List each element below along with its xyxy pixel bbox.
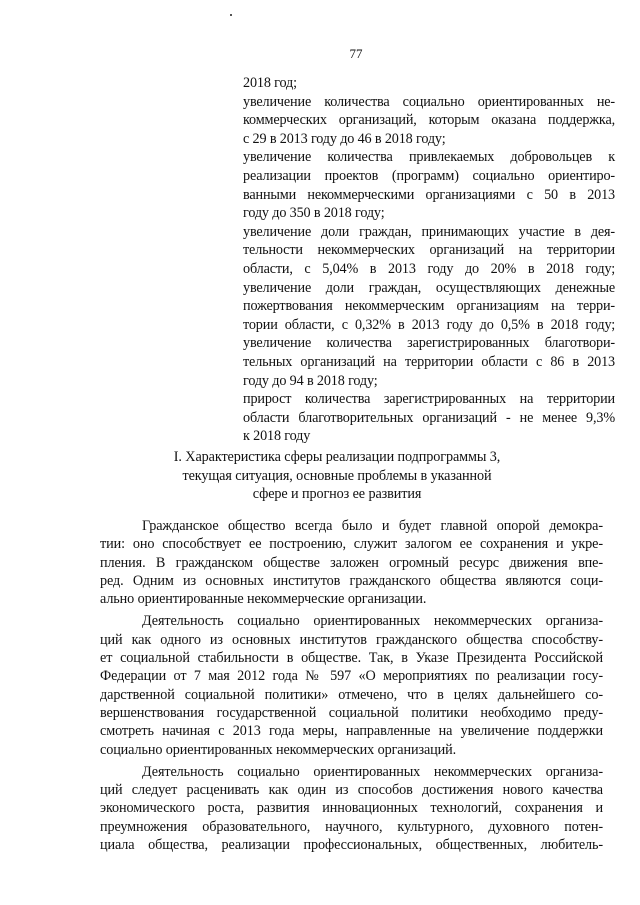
goal-line: увеличение количества привлекаемых добровольцев к <box>243 149 615 166</box>
paragraph-line: тии: оно способствует ее построению, служит залогом ее сохранения и укре- <box>100 536 603 553</box>
goal-line: году до 350 в 2018 году; <box>243 205 385 222</box>
page-number: 77 <box>349 46 363 61</box>
body-text <box>100 517 603 854</box>
paragraph-line: вершенствования государственной социальной политики необходимо преду- <box>100 704 603 721</box>
goal-line: тории области, с 0,32% в 2013 году до 0,5% в 2018 году; <box>243 316 615 333</box>
goal-line: году до 94 в 2018 году; <box>243 372 378 389</box>
paragraph-line: Деятельность социально ориентированных некоммерческих организа- <box>142 613 603 630</box>
paragraph-line: смотреть начиная с 2013 года меры, направленные на увеличение поддержки <box>100 723 603 740</box>
paragraph-line: ций как одного из основных институтов гражданского общества способству- <box>100 631 603 648</box>
paragraph-line: дарственной социальной политики» отмечено, что в целях дальнейшего со- <box>100 686 603 703</box>
goal-line: с 29 в 2013 году до 46 в 2018 году; <box>243 130 446 147</box>
section-heading-line: сфере и прогноз ее развития <box>252 486 422 503</box>
paragraph-line: социально ориентированных некоммерческих организаций. <box>100 741 457 758</box>
paragraph-line: преумножения образовательного, научного, культурного, духовного потен- <box>100 818 603 835</box>
scan-speck <box>230 14 232 16</box>
goal-line: увеличение количества социально ориентированных не- <box>243 93 615 110</box>
paragraph-line: ет социальной стабильности в обществе. Так, в Указе Президента Российской <box>100 650 603 667</box>
paragraph-line: циала общества, реализации профессиональных, общественных, любитель- <box>100 837 603 854</box>
goal-line: увеличение количества зарегистрированных благотвори- <box>243 335 615 352</box>
paragraph-line: Федерации от 7 мая 2012 года № 597 «О мероприятиях по реализации госу- <box>100 668 603 685</box>
section-heading-line: I. Характеристика сферы реализации подпрограммы 3, <box>173 449 501 465</box>
goal-line: ванными некоммерческими организациями с 50 в 2013 <box>243 186 615 203</box>
goal-line: области, с 5,04% в 2013 году до 20% в 2018 году; <box>243 260 615 277</box>
section-heading-line: текущая ситуация, основные проблемы в указанной <box>182 467 492 484</box>
paragraph-line: Деятельность социально ориентированных некоммерческих организа- <box>142 763 603 780</box>
goal-line: коммерческих организаций, которым оказана поддержка, <box>243 112 615 129</box>
goal-line: пожертвования некоммерческим организациям на терри- <box>243 298 615 315</box>
goal-line: области благотворительных организаций - не менее 9,3% <box>243 409 615 426</box>
target-indicators-list <box>243 74 615 446</box>
paragraph-line: ред. Одним из основных институтов гражданского общества являются соци- <box>100 572 603 589</box>
paragraph-line: ций следует расценивать как один из способов достижения нового качества <box>100 782 603 799</box>
goal-line: увеличение доли граждан, осуществляющих денежные <box>243 279 615 296</box>
goal-line: тельности некоммерческих организаций на территории <box>243 242 615 259</box>
goal-line: прирост количества зарегистрированных на территории <box>243 391 615 408</box>
paragraph-line: ально ориентированные некоммерческие организации. <box>100 591 427 608</box>
goal-line: тельных организаций на территории области с 86 в 2013 <box>243 353 615 370</box>
paragraph-line: Гражданское общество всегда было и будет главной опорой демокра- <box>142 518 603 534</box>
goal-line: увеличение доли граждан, принимающих участие в дея- <box>243 223 615 240</box>
section-heading <box>0 448 640 504</box>
goal-line: к 2018 году <box>243 428 311 445</box>
goal-line: 2018 год; <box>243 75 297 91</box>
goal-line: реализации проектов (программ) социально ориентиро- <box>243 167 615 184</box>
paragraph-line: пления. В гражданском обществе заложен огромный ресурс движения впе- <box>100 554 603 571</box>
paragraph-line: экономического роста, развития инновационных технологий, сохранения и <box>100 800 603 817</box>
